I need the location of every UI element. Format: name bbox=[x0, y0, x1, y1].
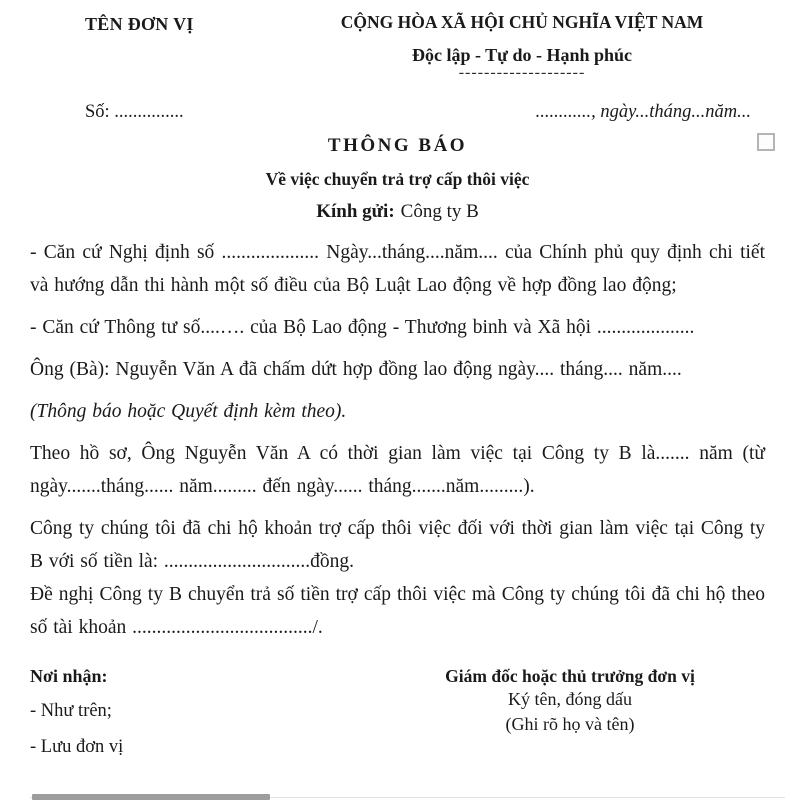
recipients-block bbox=[30, 666, 123, 773]
org-name: TÊN ĐƠN VỊ bbox=[85, 14, 194, 34]
salutation-value: Công ty B bbox=[400, 201, 479, 222]
cutoff-content-bar bbox=[32, 794, 270, 800]
header-separator: -------------------- bbox=[458, 64, 586, 81]
salutation bbox=[30, 201, 765, 223]
title-row bbox=[30, 135, 765, 157]
paragraph-legal-basis-2: - Căn cứ Thông tư số....…. của Bộ Lao động - Thương binh và Xã hội .................... bbox=[30, 317, 695, 338]
signature-block bbox=[375, 666, 765, 773]
paragraph-work-period: Theo hồ sơ, Ông Nguyễn Văn A có thời gian làm việc tại Công ty B là....... năm (từ ngày.......tháng...... năm......... đến ngày...... tháng.......năm.........). bbox=[30, 443, 765, 497]
recipient-item: - Lưu đơn vị bbox=[30, 737, 124, 757]
signature-title: Giám đốc hoặc thủ trưởng đơn vị bbox=[445, 666, 695, 686]
paragraph-employee-info: Ông (Bà): Nguyễn Văn A đã chấm dứt hợp đồng lao động ngày.... tháng.... năm.... bbox=[30, 359, 682, 380]
signature-instruction-2: (Ghi rõ họ và tên) bbox=[505, 714, 635, 734]
recipient-item: - Như trên; bbox=[30, 701, 112, 721]
national-header-block bbox=[287, 12, 757, 80]
paragraph-attachment-note: (Thông báo hoặc Quyết định kèm theo). bbox=[30, 401, 347, 422]
document-footer bbox=[30, 666, 765, 773]
page-title: THÔNG BÁO bbox=[327, 135, 468, 156]
national-title: CỘNG HÒA XÃ HỘI CHỦ NGHĨA VIỆT NAM bbox=[340, 12, 704, 32]
paragraph-legal-basis-1: - Căn cứ Nghị định số .................... Ngày...tháng....năm.... của Chính phủ quy định chi tiết và hướng dẫn thi hành một số điều của Bộ Luật Lao động về hợp đồng lao động; bbox=[30, 242, 765, 296]
date-line: ............, ngày...tháng...năm... bbox=[535, 102, 751, 122]
salutation-label: Kính gửi: bbox=[316, 201, 395, 222]
checkbox-icon[interactable] bbox=[757, 133, 775, 151]
document-body bbox=[30, 236, 765, 644]
paragraph-payment-amount: Công ty chúng tôi đã chi hộ khoản trợ cấp thôi việc đối với thời gian làm việc tại Công ty B với số tiền là: ..............................đồng. bbox=[30, 518, 765, 572]
reference-row bbox=[30, 102, 765, 123]
doc-subtitle: Về việc chuyển trả trợ cấp thôi việc bbox=[265, 169, 530, 189]
paragraph-transfer-request: Đề nghị Công ty B chuyển trả số tiền trợ cấp thôi việc mà Công ty chúng tôi đã chi hộ theo số tài khoản ...................................../. bbox=[30, 584, 765, 638]
national-motto: Độc lập - Tự do - Hạnh phúc bbox=[411, 45, 633, 65]
document-header bbox=[30, 12, 765, 80]
doc-number: Số: ............... bbox=[85, 102, 184, 122]
signature-instruction-1: Ký tên, đóng dấu bbox=[508, 689, 632, 709]
recipients-label: Nơi nhận: bbox=[30, 666, 108, 686]
